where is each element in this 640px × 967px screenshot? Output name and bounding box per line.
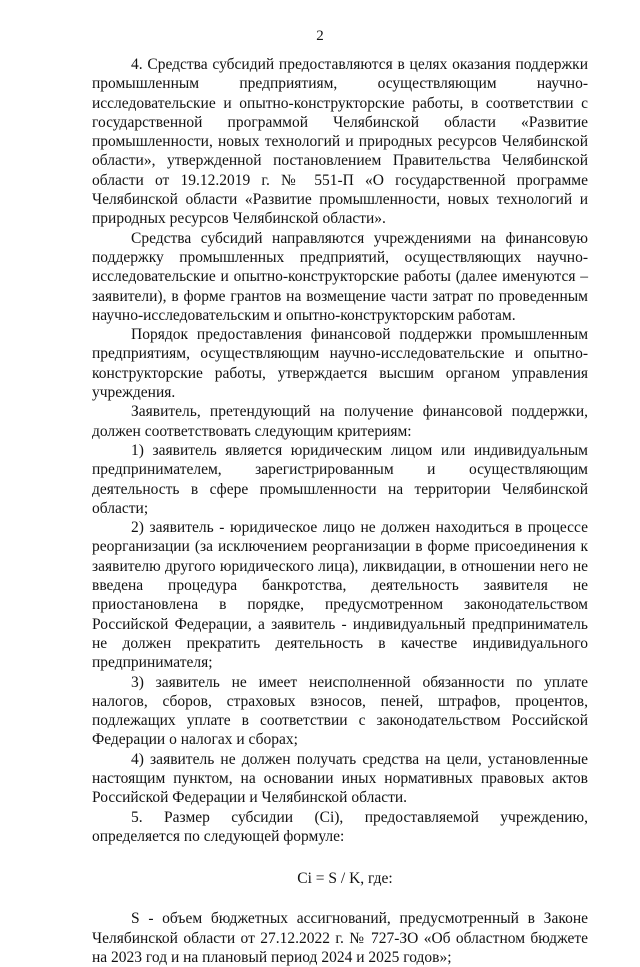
criteria-item-1: 1) заявитель является юридическим лицом или индивидуальным предпринимателем, зарегистрированным и осуществляющим деятельность в сфере промышленности на территории Челябинской области; [92,441,588,517]
paragraph-section-5: 5. Размер субсидии (Ci), предоставляемой учреждению, определяется по следующей формуле: [92,808,588,845]
paragraph-support-procedure: Порядок предоставления финансовой поддержки промышленным предприятиям, осуществляющим научно-исследовательские и опытно-конструкторские работы, утверждается высшим органом управления учреждения. [92,326,588,402]
subsidy-formula: Ci = S / K, где: [297,870,393,888]
paragraph-subsidy-direction: Средства субсидий направляются учреждениями на финансовую поддержку промышленных предприятий, осуществляющих научно-исследовательские и опытно-конструкторские работы (далее именуются – заявители), в форме грантов на возмещение части затрат по проведенным научно-исследовательским и опытно-конструкторским работам. [92,229,588,324]
paragraph-s-definition: S - объем бюджетных ассигнований, предусмотренный в Законе Челябинской области от 27.12.2022 г. № 727-ЗО «Об областном бюджете на 2023 год и на плановый период 2024 и 2025 годов»; [92,910,588,967]
page-number: 2 [316,28,324,44]
criteria-item-2: 2) заявитель - юридическое лицо не должен находиться в процессе реорганизации (за исключением реорганизации в форме присоединения к заявителю другого юридического лица), ликвидации, в отношении него не введена процедура банкротства, деятельность заявителя не приостановлена в порядке, предусмотренном законодательством Российской Федерации, а заявитель - индивидуальный предприниматель не должен прекратить деятельность в качестве индивидуального предпринимателя; [92,519,588,672]
criteria-item-3: 3) заявитель не имеет неисполненной обязанности по уплате налогов, сборов, страховых взносов, пеней, штрафов, процентов, подлежащих уплате в соответствии с законодательством Российской Федерации о налогах и сборах; [92,673,588,749]
paragraph-section-4: 4. Средства субсидий предоставляются в целях оказания поддержки промышленным предприятиям, осуществляющим научно-исследовательские и опытно-конструкторские работы, в соответствии с государственной программой Челябинской области «Развитие промышленности, новых технологий и природных ресурсов Челябинской области», утвержденной постановлением Правительства Челябинской области от 19.12.2019 г. № 551-П «О государственной программе Челябинской области «Развитие промышленности, новых технологий и природных ресурсов Челябинской области». [92,56,588,228]
document-body [92,55,588,967]
criteria-item-4: 4) заявитель не должен получать средства на цели, установленные настоящим пунктом, на основании иных нормативных правовых актов Российской Федерации и Челябинской области. [92,750,588,807]
paragraph-criteria-intro: Заявитель, претендующий на получение финансовой поддержки, должен соответствовать следующим критериям: [92,403,588,440]
